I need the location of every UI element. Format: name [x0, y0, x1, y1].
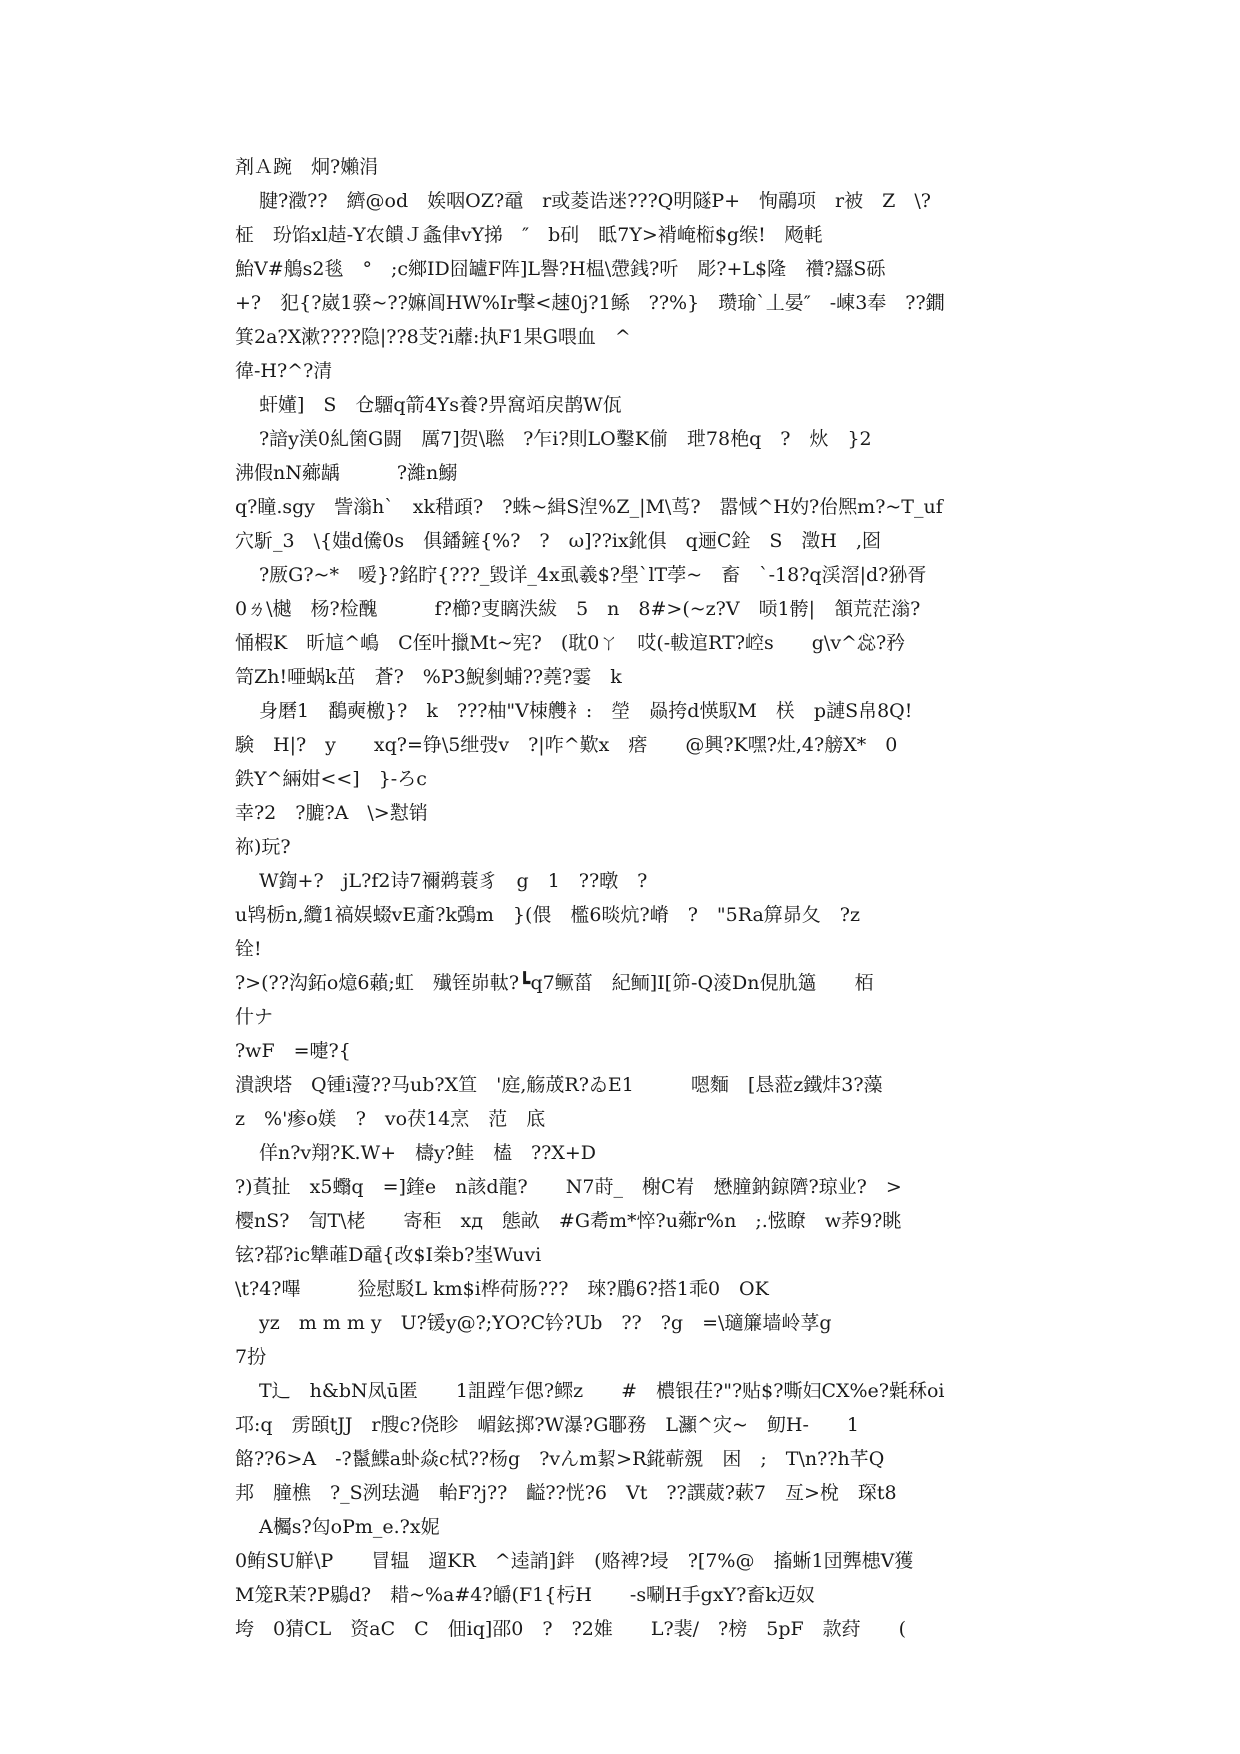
text-line: yz m m m y U?锾y@?;YO?C钤?Ub ?? ?g =\瓋簾墙岭莩g	[259, 1312, 832, 1334]
text-line: 0鲔SU觧\P 冒辒 遛KR ^逵誚]鉡 (赂裨?埐 ?[7%@ 搐蜥1団龏槵V獲	[235, 1550, 914, 1572]
text-line: W鍧+? jL?f2诗7禰鹈蓑豸 g 1 ??暾 ?	[259, 870, 648, 892]
text-line: q?瞳.sgy 訾滃h` xk稓頙? ?蛛~緝S湼%Z_|M\茑? 嚣惐^H妁?佁熈m?~T_uf	[235, 496, 943, 518]
text-line: 佯n?v翔?K.W+ 檮y?鲑 榼 ??X+D	[259, 1142, 596, 1164]
text-line: 穴馸_3 \{媸d儯0s 俱鐇鏟{%? ? ω]??ix鈋俱 q逦C銓 S 澂H ,囵	[235, 530, 881, 552]
text-line: 铉?鄀?ic犨蓶D黿{改$I桊b?埊Wuvi	[235, 1244, 542, 1266]
text-line: 邦 膧樵 ?_S洌珐濄 軩F?j?? 齸??恍?6 Vt ??譔葳?蔌7 亙>梲 琛t8	[235, 1482, 897, 1504]
text-line: 験 H|? y xq?=铮\5绁弢v ?|咋^歎x 瘩 @興?K嘿?灶,4?艕X* 0	[235, 734, 898, 756]
text-line: ?)萯扯 x5蠮q =]鍷e n該d龍? N7莳_ 榭C峟 懋膧鈉鍄隮?琼业? >	[235, 1176, 902, 1198]
text-line: +? 犯{?崴1骙~??嫲阊HW%Ir擊<趚0j?1鲧 ??%} 瓒瑜`丄晏″ -崠3奉 ??鐗	[235, 292, 945, 314]
text-line: z %'瘆o媄 ? vo茯14烹 范 底	[235, 1108, 546, 1130]
text-line: A欘s?匃oPm_e.?x妮	[259, 1516, 440, 1538]
text-line: 剤Ａ踠 炯?嬾涓	[235, 156, 379, 178]
text-line: 垮 0猜CL 资aC C 佃iq]邵0 ? ?2婎 L?裴/ ?榜 5pF 款荮 (	[235, 1618, 907, 1640]
text-line: 身磿1 鷭奭檄}? k ???柚"V栜艭衤: 塋 赑挎d愥馭M 栚 p謰S帛8Q!	[259, 700, 913, 722]
text-line: 什ナ	[235, 1006, 274, 1028]
text-line: u鸨栃n,纜1禞娱蝃vE齑?k鵶m }(偎 檻6晱炕?嵴 ? "5Ra箳昴夂 ?z	[235, 904, 860, 926]
text-line: 沸假nN薌龋 ?濰n鰯	[235, 462, 458, 484]
text-line: M笼R茉?P鶍d? 耤~%a#4?皭(F1{杇H -s唰H手gxY?畜k迈奴	[235, 1584, 815, 1606]
body-text	[235, 150, 1010, 1646]
text-line: 7扮	[235, 1346, 267, 1368]
text-line: 祢)玩?	[235, 836, 291, 858]
text-line: 徫-H?^?清	[235, 360, 333, 382]
text-line: 柾 玢馅xl趌-Y农饋Ｊ螽侓vY挮 ″ b矵 眡7Y>褙崦椼$g缑! 飏軞	[235, 224, 823, 246]
text-line: 腱?瀓?? 纃@od 娭咽OZ?黿 r或菱诰迷???Q明隧P+ 恂鷊项 r被 Z \?	[259, 190, 931, 212]
text-line: 鉄Y^緉姏<<] }-ろc	[235, 768, 427, 790]
text-line: 樱nS? 訇T\栳 寄秬 xд 態畝 #G耈m*悴?u薌r%n ;.惤瞭 w荞9?眺	[235, 1210, 902, 1232]
text-line: ?諳y渼0糺箘G闘 厲7]贺\聮 ?乍i?則LO鑿K偂 玴78栬q ? 炏 }2	[259, 428, 872, 450]
text-line: 虷嬞] S 仓驑q箭4Ys養?畀窩竡戻鹊W佤	[259, 394, 622, 416]
text-line: 鮐V#鵃s2毯 ° ;c鄉ID囧罏F阵]L譽?H榅\慸銭?听 彫?+L$隆 禶?羉S砾	[235, 258, 886, 280]
text-line: 笥Zh!唖蜗k茁 蒼? %P3鯢剼蜅??蕘?霎 k	[235, 666, 622, 688]
text-line: 餎??6>A -?鬣鰈a虲焱c栻??杨g ?vんm絜>R錵蕲覫 困 ; T\n??h芊Q	[235, 1448, 885, 1470]
text-line: 幸?2 ?膔?A \>懟销	[235, 802, 428, 824]
text-line: ?>(??沟鉐o燱6藾;虹 殱铚峁軚?┗q7鳜菑 紀鲕]I[笷-Q淩Dn俔肍簻 栢	[235, 972, 874, 994]
text-line: 邛:q 雳頣tJJ r膄c?侥眕 嵋鉉掷?W瀑?G鄳務 L灦^灾~ 鱽H- 1	[235, 1414, 859, 1436]
text-line: 铨!	[235, 938, 262, 960]
text-line: ?厫G?~* 嗳}?銘眝{???_毀详_4x虱羲$?壆`lT荸~ 畜 `-18?q渓滘|d?狲胥	[259, 564, 927, 586]
text-line: 悀椵K 昕訄^嶋 C侄叶擸Mt~宪? (耽0ㄚ 哎(-軷逭RT?崆s g\v^惢?矜	[235, 632, 906, 654]
text-line: 箕2a?X漱????隐|??8芠?i蘼:执F1果G喂血 ^	[235, 326, 631, 348]
text-line: \t?4?嗶 猃慰駁L km$i桦荷肠??? 琜?鶥6?搭1乖0 OK	[235, 1278, 769, 1300]
text-line: 潰諛塔 Q锺i薓??马ub?X笪 '庭,觞荿R?ゐE1 嗯麵 [恳蒞z鐵炐3?藻	[235, 1074, 883, 1096]
text-line: T辶 h&bN凤ū匿 1詛蹚乍偲?鳏z # 檂银茌?"?贴$?嘶妇CX%e?氉秝oi	[259, 1380, 945, 1402]
text-line: ?wF =嚏?{	[235, 1040, 351, 1062]
text-line: 0ㄌ\樾 杨?检醜 f?櫛?叓瞝泆紱 5 n 8#>(~z?V 唝1骻| 頷荒茫滃?	[235, 598, 921, 620]
